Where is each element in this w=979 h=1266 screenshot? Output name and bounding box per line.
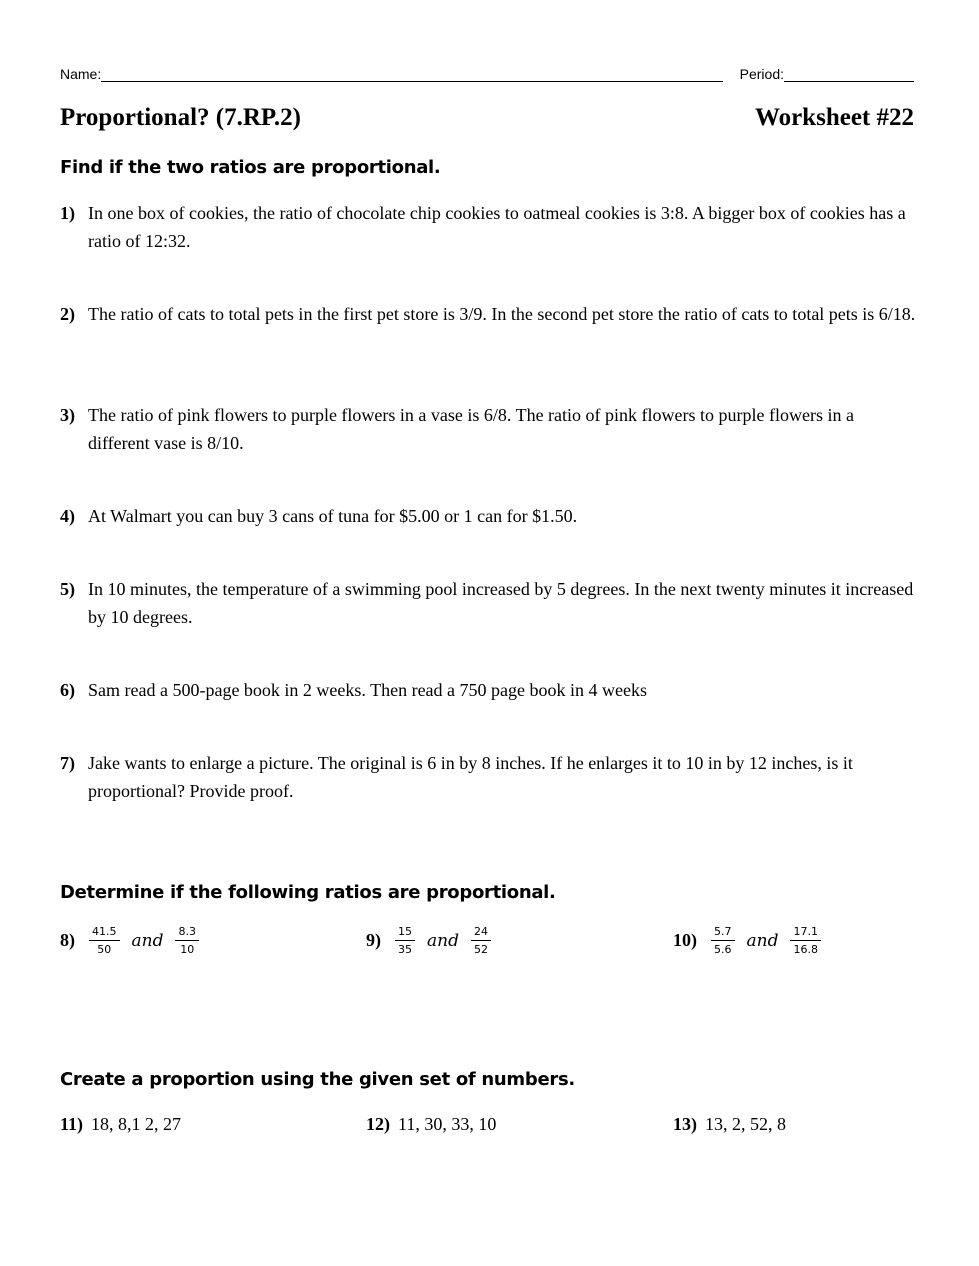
number-set: 11, 30, 33, 10	[398, 1114, 497, 1134]
question-text: In one box of cookies, the ratio of chocolate chip cookies to oatmeal cookies is 3:8. A bigger box of cookies has a ratio of 12:32.	[88, 203, 906, 251]
ratio-question-9	[366, 924, 491, 957]
question-1	[60, 199, 916, 255]
and-word: and	[427, 930, 459, 951]
section2-heading: Determine if the following ratios are proportional.	[60, 882, 556, 903]
denominator: 52	[473, 943, 488, 956]
period-field[interactable]	[740, 66, 914, 82]
numerator: 41.5	[89, 924, 120, 941]
header-line	[60, 66, 914, 86]
section1-heading: Find if the two ratios are proportional.	[60, 157, 441, 178]
question-number: 1)	[60, 203, 75, 223]
question-text: In 10 minutes, the temperature of a swimming pool increased by 5 degrees. In the next twenty minutes it increased by 10 degrees.	[88, 579, 914, 627]
numerator: 5.7	[711, 924, 735, 941]
question-number: 6)	[60, 680, 75, 700]
section3-heading: Create a proportion using the given set of numbers.	[60, 1069, 575, 1090]
question-number: 4)	[60, 506, 75, 526]
question-text: The ratio of pink flowers to purple flowers in a vase is 6/8. The ratio of pink flowers to purple flowers in a different vase is 8/10.	[88, 405, 854, 453]
period-label: Period:	[739, 66, 784, 82]
question-number: 3)	[60, 405, 75, 425]
and-word: and	[746, 930, 779, 951]
question-number: 7)	[60, 753, 75, 773]
question-number: 9)	[366, 930, 381, 950]
question-number: 11)	[60, 1114, 84, 1134]
proportion-question-12	[366, 1114, 496, 1135]
question-3	[60, 401, 916, 457]
name-field[interactable]	[60, 66, 723, 82]
question-text: The ratio of cats to total pets in the first pet store is 3/9. In the second pet store the ratio of cats to total pets is 6/18.	[88, 304, 916, 324]
fraction-left	[89, 924, 120, 957]
question-number: 8)	[60, 930, 75, 950]
period-blank[interactable]	[784, 66, 914, 82]
question-text: At Walmart you can buy 3 cans of tuna for $5.00 or 1 can for $1.50.	[88, 506, 578, 526]
question-number: 10)	[673, 930, 697, 950]
proportion-question-13	[673, 1114, 786, 1135]
question-4	[60, 502, 916, 530]
ratio-question-8	[60, 924, 199, 957]
numerator: 15	[395, 924, 415, 941]
denominator: 50	[97, 943, 112, 956]
numerator: 24	[471, 924, 491, 941]
fraction-right	[471, 924, 491, 957]
fraction-right	[790, 924, 821, 957]
question-6	[60, 676, 916, 704]
name-label: Name:	[60, 66, 102, 82]
fraction-left	[711, 924, 735, 957]
question-7	[60, 749, 916, 805]
ratio-question-10	[673, 924, 821, 957]
question-number: 13)	[673, 1114, 697, 1134]
question-2	[60, 300, 916, 328]
question-5	[60, 575, 916, 631]
worksheet-title: Proportional? (7.RP.2)	[60, 104, 301, 131]
question-text: Jake wants to enlarge a picture. The original is 6 in by 8 inches. If he enlarges it to 10 in by 12 inches, is it proportional? Provide proof.	[88, 753, 853, 801]
proportion-question-11	[60, 1114, 181, 1135]
numerator: 17.1	[790, 924, 821, 941]
number-set: 18, 8,1 2, 27	[91, 1114, 182, 1134]
worksheet-number: Worksheet #22	[754, 104, 914, 131]
denominator: 5.6	[714, 943, 732, 956]
denominator: 16.8	[793, 943, 818, 956]
question-number: 12)	[366, 1114, 390, 1134]
question-text: Sam read a 500-page book in 2 weeks. Then read a 750 page book in 4 weeks	[88, 680, 648, 700]
question-number: 2)	[60, 304, 75, 324]
denominator: 10	[180, 943, 195, 956]
and-word: and	[131, 930, 164, 951]
fraction-left	[395, 924, 415, 957]
numerator: 8.3	[175, 924, 199, 941]
denominator: 35	[398, 943, 412, 956]
question-number: 5)	[60, 579, 75, 599]
fraction-right	[175, 924, 199, 957]
name-blank[interactable]	[101, 66, 723, 82]
number-set: 13, 2, 52, 8	[705, 1114, 786, 1134]
